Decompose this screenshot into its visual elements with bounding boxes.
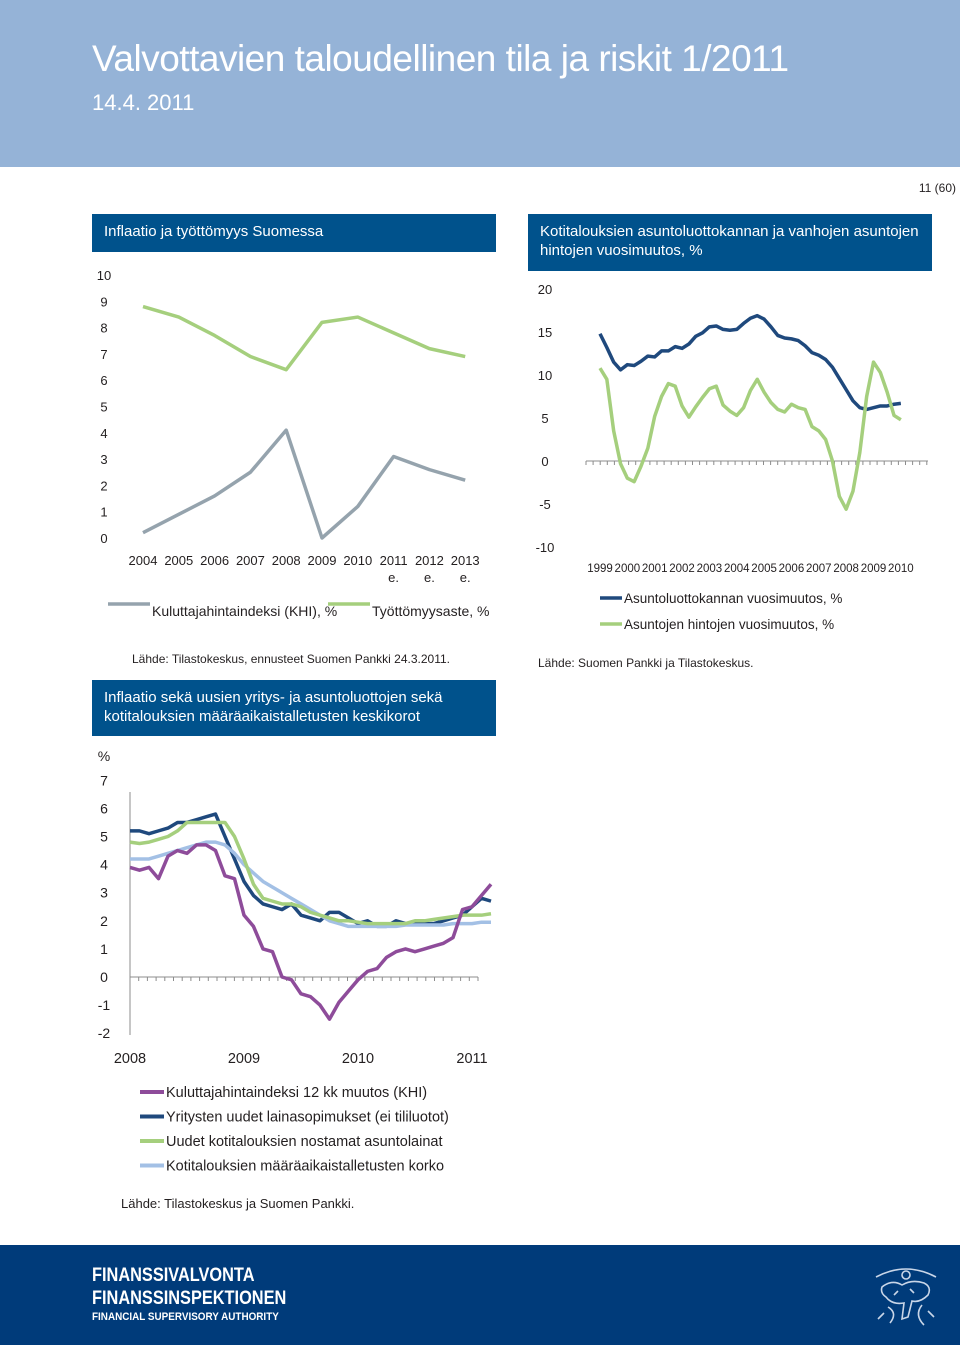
chart2-title: Kotitalouksien asuntoluottokannan ja vanhojen asuntojen hintojen vuosimuutos, %: [528, 214, 932, 271]
chart3-y-tick: 1: [100, 940, 108, 957]
chart3-y-tick: 6: [100, 800, 108, 817]
chart2-y-tick: 20: [537, 282, 553, 297]
chart2-y-tick: 10: [537, 368, 553, 383]
chart3-series-line-1: [130, 845, 491, 1019]
chart1-y-tick: 10: [96, 268, 112, 283]
chart3-x-tick: 2010: [341, 1051, 375, 1067]
chart1-x-tick: 2007: [235, 553, 265, 568]
chart3-legend-label: Uudet kotitalouksien nostamat asuntolainat: [166, 1134, 443, 1150]
chart2-x-tick: 2000: [614, 563, 641, 575]
chart2-y-tick: -5: [539, 497, 551, 512]
chart1-x-tick-forecast: e.: [459, 570, 471, 585]
chart2-source: Lähde: Suomen Pankki ja Tilastokeskus.: [538, 656, 754, 670]
chart3-title: Inflaatio sekä uusien yritys- ja asuntoluottojen sekä kotitalouksien määräaikaistalletusten keskikorot: [92, 680, 496, 736]
chart1-source: Lähde: Tilastokeskus, ennusteet Suomen Pankki 24.3.2011.: [132, 652, 450, 666]
chart2-x-tick: 2004: [723, 563, 750, 575]
chart3-legend-label: Kuluttajahintaindeksi 12 kk muutos (KHI): [166, 1085, 428, 1101]
chart1-y-tick: 6: [100, 373, 108, 389]
chart2-y-tick: 15: [537, 325, 553, 340]
chart2-x-tick: 2010: [888, 563, 914, 575]
chart1-y-tick: 1: [100, 504, 108, 520]
chart1-x-tick: 2009: [307, 553, 337, 568]
chart1-x-tick: 2013: [450, 553, 480, 568]
chart1-y-tick: 7: [100, 346, 108, 362]
chart1-y-tick: 9: [100, 294, 108, 310]
document-title: Valvottavien taloudellinen tila ja riskit 1/2011: [92, 38, 789, 79]
chart1-y-tick: 0: [100, 531, 108, 546]
chart2-x-tick: 2007: [806, 563, 832, 575]
chart1-x-tick-forecast: e.: [423, 570, 435, 585]
chart1-y-tick: 2: [100, 478, 108, 494]
chart2-x-tick: 2001: [641, 563, 668, 575]
chart1-x-tick-forecast: e.: [388, 570, 400, 585]
chart1-y-tick: 3: [100, 452, 108, 468]
chart3-y-tick: 0: [100, 969, 108, 985]
chart1-x-tick: 2012: [414, 553, 444, 568]
chart2-x-tick: 2006: [778, 563, 805, 575]
chart1-legend-label: Kuluttajahintaindeksi (KHI), %: [152, 603, 338, 619]
footer-band: [0, 1245, 960, 1345]
chart3-legend-label: Kotitalouksien määräaikaistalletusten korko: [166, 1158, 445, 1175]
chart2-x-tick: 2005: [751, 563, 777, 575]
chart3-y-tick: 5: [100, 828, 108, 845]
chart2-x-tick: 2009: [860, 563, 887, 575]
logo-text-sv: FINANSSINSPEKTIONEN: [92, 1288, 287, 1309]
chart2-legend-label: Asuntojen hintojen vuosimuutos, %: [624, 617, 835, 632]
chart2-x-tick: 1999: [587, 563, 613, 575]
chart3-x-tick: 2009: [227, 1051, 261, 1067]
chart1-x-tick: 2008: [271, 553, 301, 568]
chart1-y-tick: 4: [100, 425, 108, 441]
chart1-x-tick: 2005: [164, 553, 194, 568]
chart2-y-tick: -10: [535, 540, 555, 555]
chart3-y-tick: 3: [100, 884, 108, 901]
chart3-x-tick: 2011: [456, 1051, 488, 1067]
chart3-y-tick: 7: [100, 772, 108, 789]
chart1-x-tick: 2006: [200, 553, 230, 568]
chart1-series-line-1: [143, 430, 465, 538]
chart3-legend-label: Yritysten uudet lainasopimukset (ei tililuotot): [166, 1109, 449, 1126]
chart1-x-tick: 2004: [128, 553, 158, 568]
chart3-y-tick: -2: [97, 1025, 111, 1042]
chart1-title: Inflaatio ja työttömyys Suomessa: [92, 214, 496, 252]
chart3-y-unit: %: [97, 748, 111, 764]
chart3-x-tick: 2008: [113, 1051, 147, 1067]
page-number: 11 (60): [918, 181, 956, 195]
chart2-x-tick: 2002: [669, 563, 695, 575]
logo-text-fi: FINANSSIVALVONTA: [92, 1265, 255, 1286]
chart2-y-tick: 5: [541, 411, 549, 426]
chart1-x-tick: 2010: [343, 553, 373, 568]
chart1-x-tick: 2011: [379, 553, 408, 568]
chart1-series-line-2: [143, 307, 465, 370]
chart3-source: Lähde: Tilastokeskus ja Suomen Pankki.: [121, 1196, 355, 1211]
logo-text-en: FINANCIAL SUPERVISORY AUTHORITY: [92, 1311, 279, 1323]
document-date: 14.4. 2011: [92, 90, 195, 115]
chart2-series-line-2: [600, 362, 901, 509]
chart2-series-line-1: [600, 316, 901, 410]
chart2-legend-label: Asuntoluottokannan vuosimuutos, %: [624, 591, 843, 606]
chart2-y-tick: 0: [541, 454, 549, 469]
chart1-legend-label: Työttömyysaste, %: [372, 603, 490, 619]
chart1-y-tick: 5: [100, 399, 108, 415]
chart2-x-tick: 2003: [696, 563, 723, 575]
chart3-y-tick: 2: [100, 912, 108, 929]
chart1-y-tick: 8: [100, 320, 108, 336]
chart2-x-tick: 2008: [833, 563, 859, 575]
chart3-y-tick: -1: [97, 997, 111, 1014]
finnish-lion-crest-icon: [868, 1257, 944, 1333]
chart3-y-tick: 4: [100, 856, 108, 873]
